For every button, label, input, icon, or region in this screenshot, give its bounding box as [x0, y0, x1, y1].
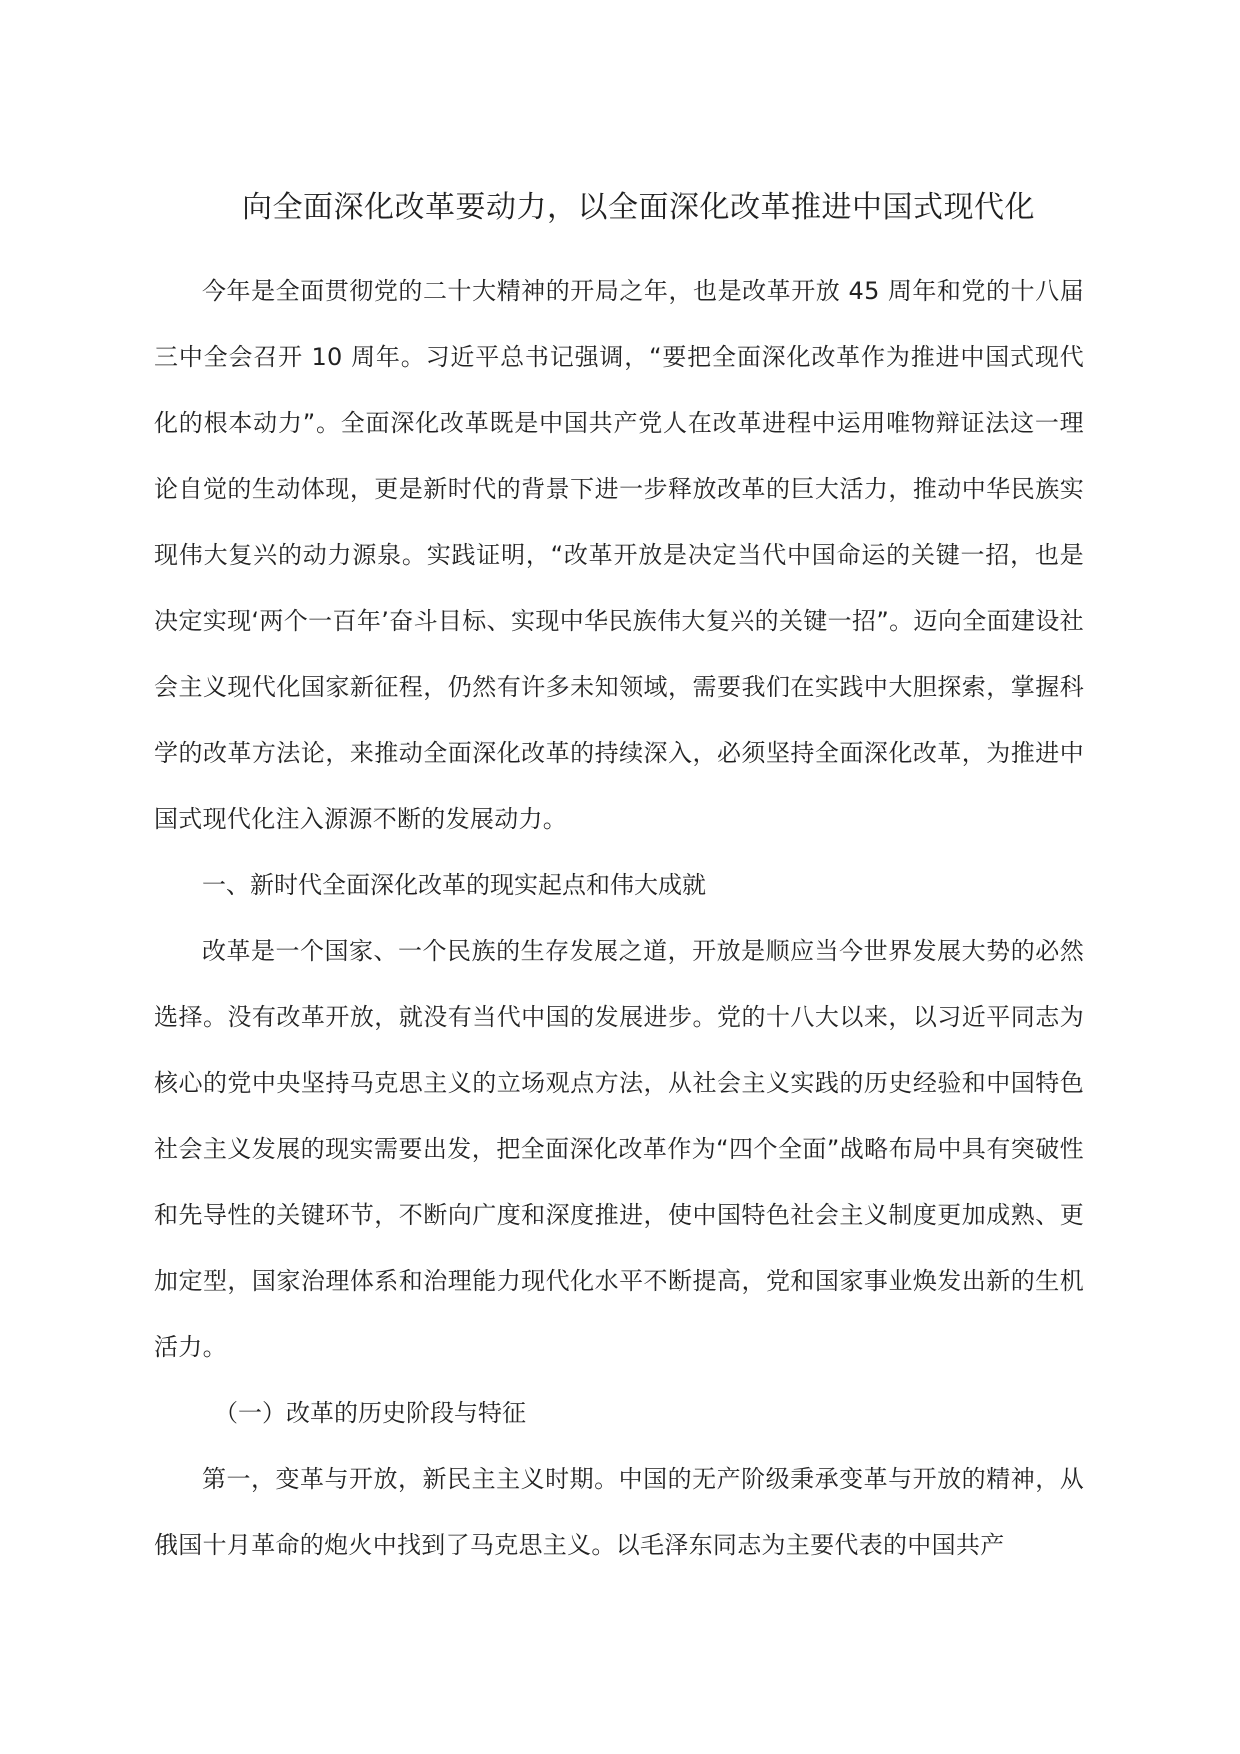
document-title: 向全面深化改革要动力，以全面深化改革推进中国式现代化 — [242, 190, 1035, 225]
paragraph-section-1: 改革是一个国家、一个民族的生存发展之道，开放是顺应当今世界发展大势的必然选择。没有改革开放，就没有当代中国的发展进步。党的十八大以来，以习近平同志为核心的党中央坚持马克思主义的立场观点方法，从社会主义实践的历史经验和中国特色社会主义发展的现实需要出发，把全面深化改革作为“四个全面”战略布局中具有突破性和先导性的关键环节，不断向广度和深度推进，使中国特色社会主义制度更加成熟、更加定型，国家治理体系和治理能力现代化水平不断提高，党和国家事业焕发出新的生机活力。 — [154, 937, 1084, 1361]
section-heading-1: 一、新时代全面深化改革的现实起点和伟大成就 — [202, 871, 706, 899]
document-body — [154, 258, 1084, 1578]
paragraph-subsection-1: 第一，变革与开放，新民主主义时期。中国的无产阶级秉承变革与开放的精神，从俄国十月革命的炮火中找到了马克思主义。以毛泽东同志为主要代表的中国共产 — [154, 1465, 1084, 1559]
paragraph-intro: 今年是全面贯彻党的二十大精神的开局之年，也是改革开放 45 周年和党的十八届三中全会召开 10 周年。习近平总书记强调，“要把全面深化改革作为推进中国式现代化的根本动力”。全面深化改革既是中国共产党人在改革进程中运用唯物辩证法这一理论自觉的生动体现，更是新时代的背景下进一步释放改革的巨大活力，推动中华民族实现伟大复兴的动力源泉。实践证明，“改革开放是决定当代中国命运的关键一招，也是决定实现‘两个一百年’奋斗目标、实现中华民族伟大复兴的关键一招”。迈向全面建设社会主义现代化国家新征程，仍然有许多未知领域，需要我们在实践中大胆探索，掌握科学的改革方法论，来推动全面深化改革的持续深入，必须坚持全面深化改革，为推进中国式现代化注入源源不断的发展动力。 — [154, 277, 1084, 833]
subsection-heading-1: （一）改革的历史阶段与特征 — [214, 1399, 526, 1427]
